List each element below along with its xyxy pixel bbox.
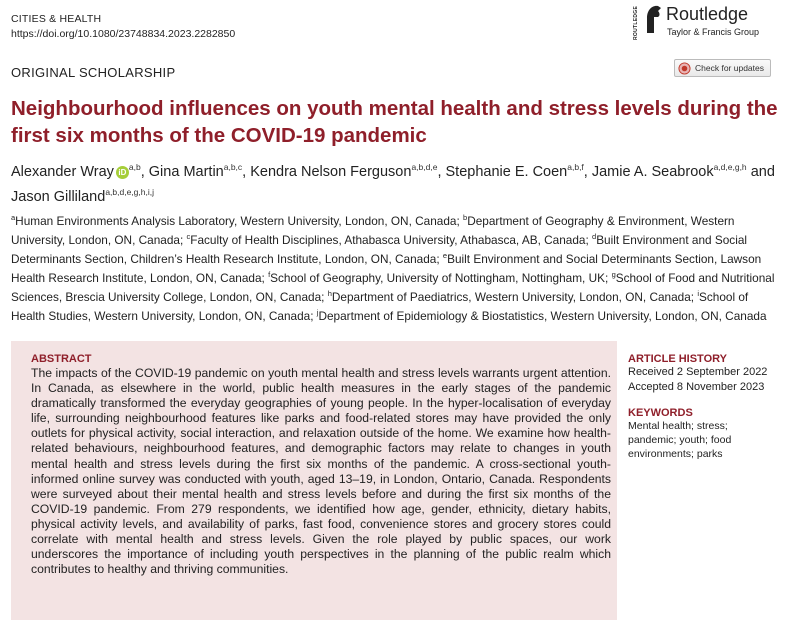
affil-text: Department of Epidemiology & Biostatistics, Western University, London, ON, Canada (318, 308, 767, 323)
journal-header (11, 12, 235, 42)
affil-text: Department of Paediatrics, Western University, London, ON, Canada; (331, 289, 698, 304)
affil-text: Faculty of Health Disciplines, Athabasca University, Athabasca, AB, Canada; (190, 232, 593, 247)
affil-text: Department of Geography & Environment, Western University, London, ON, Canada; (11, 213, 735, 247)
publisher-group: Taylor & Francis Group (667, 27, 760, 37)
author-name[interactable]: Gina Martin (148, 163, 224, 180)
author-name[interactable]: Stephanie E. Coen (445, 163, 568, 180)
check-updates-icon (678, 62, 691, 75)
author-sup: a,b,f (567, 162, 584, 172)
author-name[interactable]: Alexander Wray (11, 163, 114, 180)
keywords (628, 407, 778, 461)
affil-sup: h (327, 288, 332, 298)
affil-sup: c (186, 231, 191, 241)
affil-text: School of Geography, University of Nottingham, Nottingham, UK; (270, 270, 612, 285)
author-name[interactable]: Kendra Nelson Ferguson (250, 163, 412, 180)
abstract-text: The impacts of the COVID-19 pandemic on youth mental health and stress levels warrants urgent attention. In Canada, as elsewhere in the world, public health measures in the early stages of the pandemic dramatically transformed the everyday geographies of young people. In the hyper-localisation of everyday life, surrounding neighbourhood features like parks and food-related stores may have provided the only outlets for physical activity, social interaction, and relaxation outside of the home. We examine how health-related behaviours, neighbourhood features, and demographic factors may relate to changes in youth mental health and stress levels during the first six months of the pandemic. A cross-sectional youth-informed online survey was conducted with youth, aged 13–19, in London, Ontario, Canada. Respondents were surveyed about their mental health and stress levels before and during the first six months of the COVID-19 pandemic. From 279 respondents, we identified how age, gender, ethnicity, dietary habits, physical activity levels, and availability of parks, fast food, convenience stores and grocery stores could correlate with mental health and stress levels. Given the role played by public spaces, our work underscores the importance of including youth perspectives in the planning of the public realm which contributes to healthy and thriving communities. (31, 366, 611, 577)
affil-sup: i (697, 288, 700, 298)
author-sup: a,b,d,e,g,h,i,j (105, 186, 154, 197)
affil-text: Human Environments Analysis Laboratory, Western University, London, ON, Canada; (15, 213, 464, 228)
affil-text: School of Health Studies, Western University, London, ON, Canada; (11, 289, 749, 323)
affil-sup: e (442, 250, 448, 260)
check-updates-label: Check for updates (695, 63, 764, 73)
abstract-heading: ABSTRACT (31, 353, 92, 365)
abstract-box (11, 341, 617, 620)
author-name[interactable]: Jamie A. Seabrook (591, 163, 714, 180)
keywords-heading: KEYWORDS (628, 407, 693, 419)
affil-sup: b (463, 213, 468, 222)
author-name[interactable]: Jason Gilliland (11, 188, 106, 205)
check-for-updates-button[interactable] (674, 59, 771, 77)
received-date: Received 2 September 2022 (628, 366, 768, 378)
affil-text: School of Food and Nutritional Sciences, Brescia University College, London, ON, Canada; (11, 270, 775, 304)
author-list: Alexander Wray iD$^{a,b}$, Gina Martin$^{a,b,c}$, Kendra Nelson Ferguson$^{a,b,d,e}$, Stephanie E. Coen$^{a,b,f}$, Jamie A. Seabrook$^{a,d,e,g,h}$ and Jason Gilliland$^{a,b,d,e,g,h,i,j}$ (11, 162, 775, 205)
publisher-vertical-label: ROUTLEDGE (633, 5, 639, 41)
doi-link[interactable]: https://doi.org/10.1080/23748834.2023.2282850 (11, 28, 236, 40)
affiliations (11, 210, 776, 324)
author-sup: a,b,d,e (411, 162, 438, 172)
article-history (628, 353, 788, 395)
affil-text: Built Environment and Social Determinants Section, Children’s Health Research Institute, London, ON, Canada; (11, 232, 748, 266)
author-sup: a,b (128, 162, 141, 172)
article-history-heading: ARTICLE HISTORY (628, 353, 728, 365)
affil-text: Built Environment and Social Determinants Section, Lawson Health Research Institute, London, ON, Canada; (11, 251, 762, 285)
routledge-horse-icon (643, 4, 663, 34)
affil-sup: d (592, 231, 597, 241)
keywords-text: Mental health; stress; pandemic; youth; food environments; parks (628, 420, 732, 460)
affil-sup: a (11, 213, 16, 222)
orcid-icon[interactable]: iD (116, 166, 129, 179)
author-sup: a,b,c (223, 162, 243, 172)
affil-sup: g (611, 269, 616, 279)
author-sup: a,d,e,g,h (713, 162, 747, 172)
article-title: Neighbourhood influences on youth mental health and stress levels during the first six months of the COVID-19 pandemic (11, 97, 778, 147)
journal-name: CITIES & HEALTH (11, 13, 102, 25)
publisher-name: Routledge (666, 4, 749, 24)
affil-sup: j (316, 307, 319, 317)
accepted-date: Accepted 8 November 2023 (628, 381, 765, 393)
affil-sup: f (268, 269, 271, 279)
section-label: ORIGINAL SCHOLARSHIP (11, 65, 176, 80)
publisher-logo[interactable] (633, 2, 788, 42)
